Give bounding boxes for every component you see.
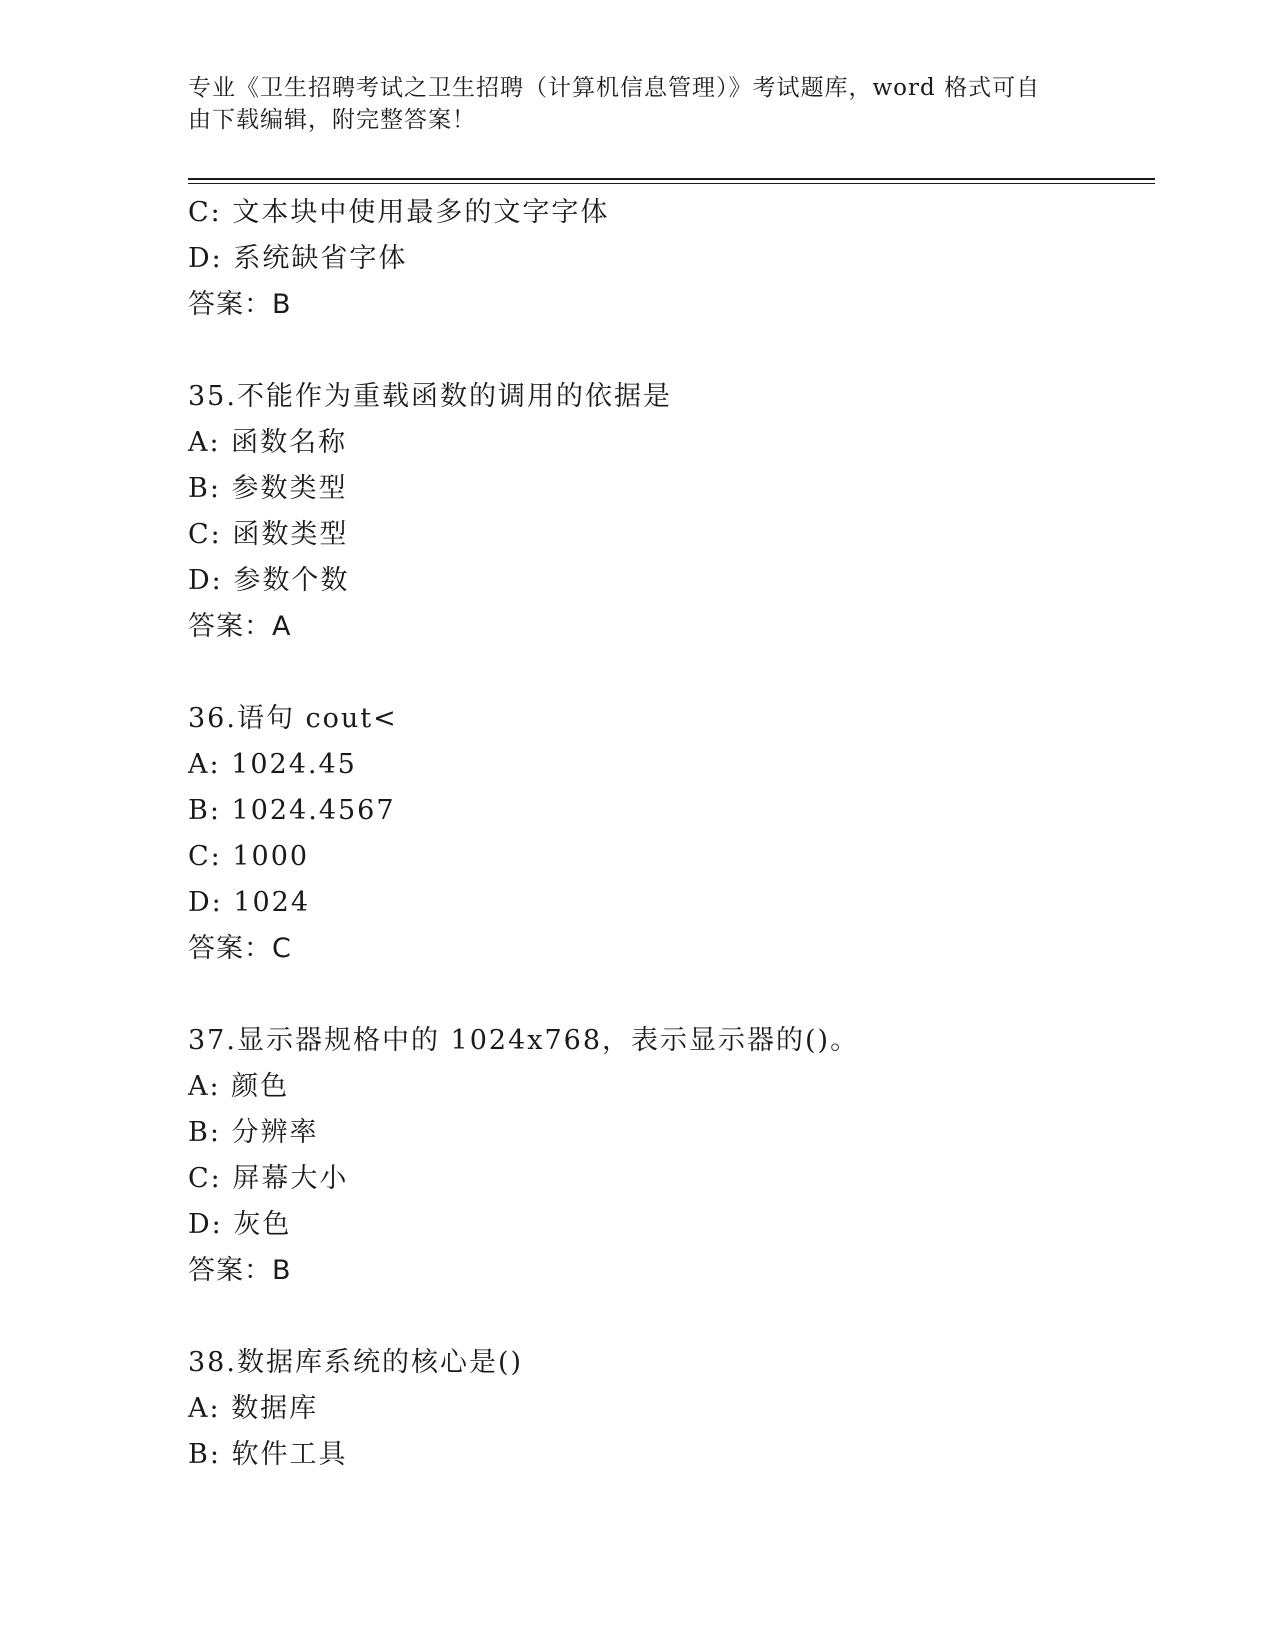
option-b: B: 1024.4567 [188,795,396,826]
header-line-2: 由下载编辑，附完整答案！ [188,107,476,133]
answer-line: 答案：C [188,933,292,964]
option-b: B: 参数类型 [188,473,348,504]
header-divider-thick [188,178,1155,180]
option-b: B: 分辨率 [188,1117,319,1148]
option-a: A: 1024.45 [188,749,357,780]
question-37 [188,1018,1148,1294]
answer-line: 答案：B [188,289,292,320]
question-stem: 35.不能作为重载函数的调用的依据是 [188,381,672,412]
option-b: B: 软件工具 [188,1439,348,1470]
option-d: D: 1024 [188,887,311,918]
spacer [188,650,1148,696]
option-d: D: 系统缺省字体 [188,243,408,274]
answer-line: 答案：A [188,611,292,642]
option-d: D: 参数个数 [188,565,350,596]
option-c: C: 文本块中使用最多的文字字体 [188,197,610,228]
option-c: C: 屏幕大小 [188,1163,349,1194]
option-a: A: 颜色 [188,1071,290,1102]
spacer [188,1294,1148,1340]
header-line-1: 专业《卫生招聘考试之卫生招聘（计算机信息管理）》考试题库，word 格式可自 [188,75,1041,101]
option-a: A: 函数名称 [188,427,348,458]
question-35 [188,374,1148,650]
question-stem: 38.数据库系统的核心是() [188,1347,524,1378]
question-38 [188,1340,1148,1478]
question-36 [188,696,1148,972]
spacer [188,972,1148,1018]
question-34-tail [188,190,1148,328]
option-c: C: 函数类型 [188,519,349,550]
spacer [188,328,1148,374]
header-divider-thin [188,183,1155,184]
question-list [188,190,1148,1478]
option-d: D: 灰色 [188,1209,292,1240]
answer-line: 答案：B [188,1255,292,1286]
option-a: A: 数据库 [188,1393,319,1424]
option-c: C: 1000 [188,841,310,872]
question-stem: 36.语句 cout< [188,703,398,734]
question-stem: 37.显示器规格中的 1024x768，表示显示器的()。 [188,1025,860,1056]
document-header [188,72,1088,136]
